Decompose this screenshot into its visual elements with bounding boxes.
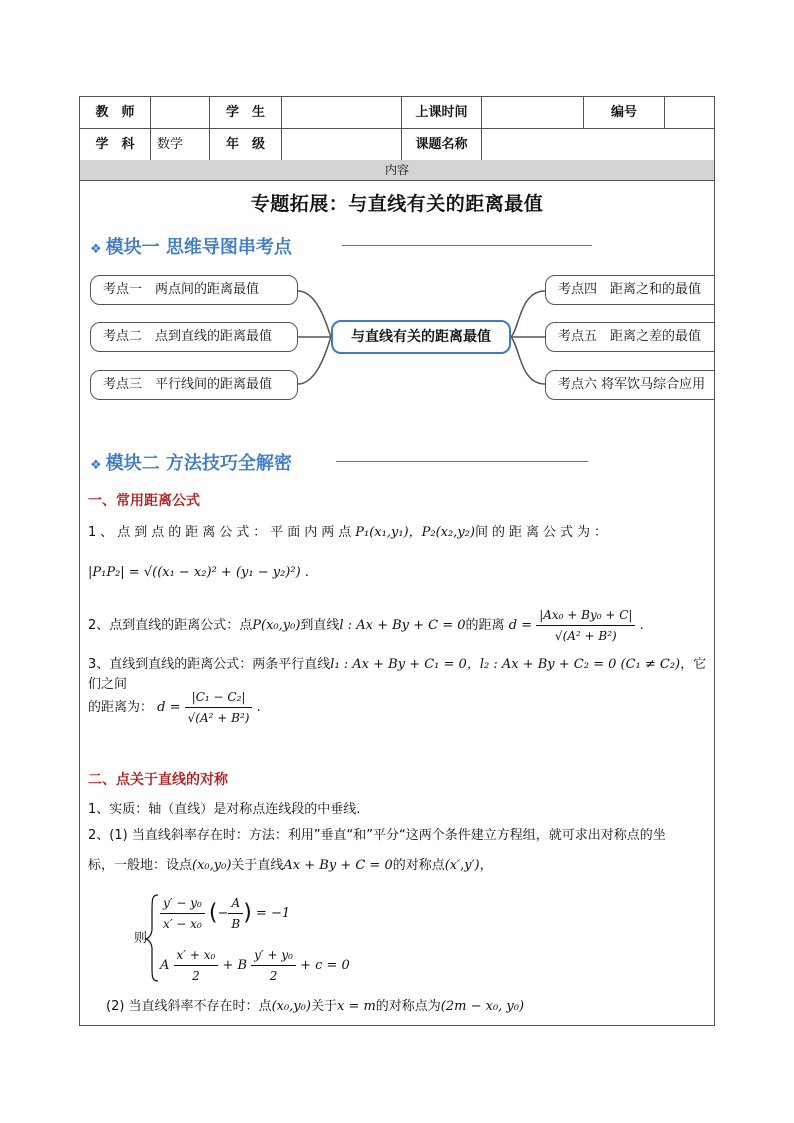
subject-label: 学 科 <box>80 129 151 160</box>
diamond-icon: ❖ <box>90 242 102 257</box>
symmetry-item-1: 1、实质：轴（直线）是对称点连线段的中垂线. <box>88 802 361 817</box>
mindmap-node-4: 考点四 距离之和的最值 <box>545 275 715 305</box>
module-1-title: 模块一 思维导图串考点 <box>105 237 292 258</box>
teacher-label: 教 师 <box>80 97 151 128</box>
mindmap-node-6: 考点六 将军饮马综合应用 <box>545 370 715 400</box>
mindmap-node-5: 考点五 距离之差的最值 <box>545 322 715 352</box>
subject-value: 数学 <box>151 129 210 160</box>
grade-label: 年 级 <box>210 129 282 160</box>
distance-fraction: $\frac{\text{|Ax₀ + By₀ + C|}}{\text{√(A² + B²)}}$ <box>536 605 635 646</box>
page-title: 专题拓展：与直线有关的距离最值 <box>250 193 544 215</box>
topic-label: 课题名称 <box>402 129 482 160</box>
content-label: 内容 <box>80 160 714 181</box>
symmetry-item-2b: 标，一般地：设点(x₀,y₀)关于直线Ax + By + C = 0的对称点(x′,y′)， <box>88 858 493 873</box>
section-1-heading: 一、常用距离公式 <box>88 493 200 509</box>
formula-2: 2、点到直线的距离公式：点P(x₀,y₀)到直线l : Ax + By + C = 0的距离 d = $\frac{\text{|Ax₀ + By₀ + C|}}{\text{√(A² + B²)}}$ . <box>88 605 708 646</box>
equation-1: $\frac{\text{y′ − y₀}}{\text{x′ − x₀}}$ (− $\frac{A}{B}$ ) = −1 <box>160 893 460 934</box>
number-label: 编号 <box>584 97 665 128</box>
formula-1: |P₁P₂| = √((x₁ − x₂)² + (y₁ − y₂)²) . <box>88 565 309 580</box>
parallel-distance-fraction: $\frac{\text{|C₁ − C₂|}}{\text{√(A² + B²)}}$ <box>185 687 253 728</box>
module-2-title: 模块二 方法技巧全解密 <box>105 453 292 474</box>
class-time-label: 上课时间 <box>402 97 482 128</box>
section-2-heading: 二、点关于直线的对称 <box>88 772 228 788</box>
formula-3-line2: 的距离为： d = $\frac{\text{|C₁ − C₂|}}{\text{√(A² + B²)}}$ . <box>88 687 708 728</box>
mindmap-node-2: 考点二 点到直线的距离最值 <box>90 322 298 352</box>
equation-2: A $\frac{\text{x′ + x₀}}{2}$ + B $\frac{\text{y′ + y₀}}{2}$ + c = 0 <box>160 945 480 986</box>
mindmap-center-node: 与直线有关的距离最值 <box>331 320 511 354</box>
equation-brace <box>80 97 714 1026</box>
formula-3-line1: 3、直线到直线的距离公式：两条平行直线l₁ : Ax + By + C₁ = 0，l₂ : Ax + By + C₂ = 0 (C₁ ≠ C₂)，它们之间 <box>88 657 707 692</box>
student-label: 学 生 <box>210 97 282 128</box>
then-label: 则 <box>134 931 148 946</box>
mindmap-node-3: 考点三 平行线间的距离最值 <box>90 370 298 400</box>
symmetry-item-2c: (2) 当直线斜率不存在时：点(x₀,y₀)关于x = m的对称点为(2m − x₀, y₀) <box>106 999 525 1014</box>
diamond-icon: ❖ <box>90 458 102 473</box>
formula-1-text: 1、点到点的距离公式：平面内两点P₁(x₁,y₁)，P₂(x₂,y₂)间的距离公式为： <box>88 525 611 540</box>
mindmap-node-1: 考点一 两点间的距离最值 <box>90 275 298 305</box>
symmetry-item-2a: 2、(1) 当直线斜率存在时：方法：利用”垂直“和”平分“这两个条件建立方程组，就可求出对称点的坐 <box>88 828 666 843</box>
lesson-sheet <box>79 96 715 1026</box>
